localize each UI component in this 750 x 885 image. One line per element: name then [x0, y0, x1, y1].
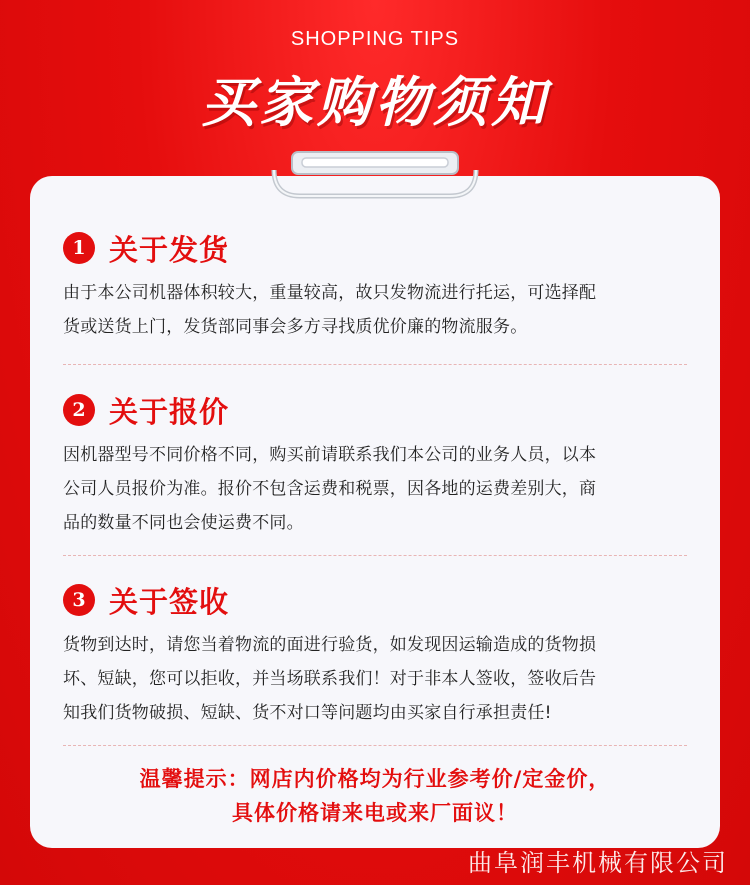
section-title: 关于发货 — [109, 232, 230, 267]
section-number-badge: 1 — [63, 232, 95, 264]
section-number-badge: 3 — [63, 584, 95, 616]
section-line: 由于本公司机器体积较大，重量较高，故只发物流进行托运，可选择配 — [63, 283, 597, 303]
warm-tip — [30, 762, 720, 830]
header-subtitle: SHOPPING TIPS — [290, 28, 460, 50]
page-title: 买家购物须知 — [201, 71, 549, 134]
section-body — [63, 628, 703, 730]
company-watermark: 曲阜润丰机械有限公司 — [468, 849, 728, 877]
warm-tip-line: 温馨提示：网店内价格均为行业参考价/定金价， — [139, 767, 611, 791]
section-line: 坏、短缺，您可以拒收，并当场联系我们！对于非本人签收，签收后告 — [63, 669, 597, 689]
section-shipping — [63, 228, 703, 344]
section-body — [63, 438, 703, 540]
section-title: 关于签收 — [109, 584, 230, 619]
divider — [63, 745, 687, 746]
section-line: 公司人员报价为准。报价不包含运费和税票，因各地的运费差别大，商 — [63, 479, 597, 499]
section-line: 因机器型号不同价格不同，购买前请联系我们本公司的业务人员，以本 — [63, 445, 597, 465]
warm-tip-line: 具体价格请来电或来厂面议！ — [232, 801, 518, 825]
section-title: 关于报价 — [109, 394, 230, 429]
divider — [63, 364, 687, 365]
section-line: 知我们货物破损、短缺、货不对口等问题均由买家自行承担责任! — [63, 703, 552, 723]
section-number-badge: 2 — [63, 394, 95, 426]
section-body — [63, 276, 703, 344]
section-quote — [63, 390, 703, 540]
section-line: 货物到达时，请您当着物流的面进行验货，如发现因运输造成的货物损 — [63, 635, 597, 655]
section-line: 货或送货上门，发货部同事会多方寻找质优价廉的物流服务。 — [63, 317, 528, 337]
divider — [63, 555, 687, 556]
section-receipt — [63, 580, 703, 730]
clipboard-clip-icon — [270, 150, 480, 202]
section-line: 品的数量不同也会使运费不同。 — [63, 513, 304, 533]
